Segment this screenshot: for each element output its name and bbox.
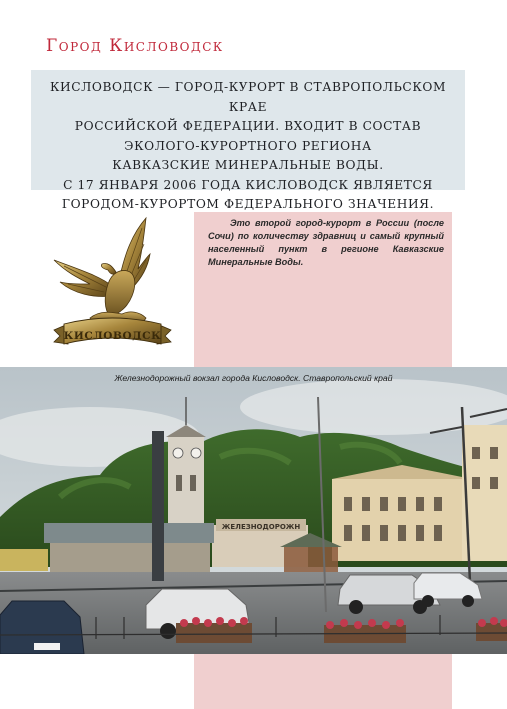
- intro-line: ГОРОДОМ-КУРОРТОМ ФЕДЕРАЛЬНОГО ЗНАЧЕНИЯ.: [61, 197, 435, 211]
- emblem-text: КИСЛОВОДСК: [63, 330, 162, 342]
- side-note: Это второй город-курорт в России (после Сочи) по количеству здравниц и самый крупный населенный пункт в регионе Кавказские Минеральные Воды.: [208, 218, 444, 267]
- photo-caption: Железнодорожный вокзал города Кисловодск. Ставропольский край: [114, 373, 393, 383]
- page-title: Город Кисловодск: [46, 36, 224, 56]
- intro-line: КАВКАЗСКИЕ МИНЕРАЛЬНЫЕ ВОДЫ.: [112, 158, 384, 172]
- station-sign: ЖЕЛЕЗНОДОРОЖН: [221, 523, 301, 531]
- intro-line: С 17 ЯНВАРЯ 2006 ГОДА КИСЛОВОДСК ЯВЛЯЕТСЯ: [63, 177, 433, 192]
- intro-line: ЭКОЛОГО-КУРОРТНОГО РЕГИОНА: [124, 138, 372, 153]
- intro-line: КИСЛОВОДСК — ГОРОД-КУРОРТ В СТАВРОПОЛЬСКОМ КРАЕ: [49, 80, 447, 114]
- intro-text: [31, 78, 465, 215]
- intro-box: [31, 70, 465, 211]
- eagle-emblem: [50, 214, 175, 354]
- station-photo: [0, 367, 507, 654]
- intro-line: РОССИЙСКОЙ ФЕДЕРАЦИИ. ВХОДИТ В СОСТАВ: [74, 119, 422, 133]
